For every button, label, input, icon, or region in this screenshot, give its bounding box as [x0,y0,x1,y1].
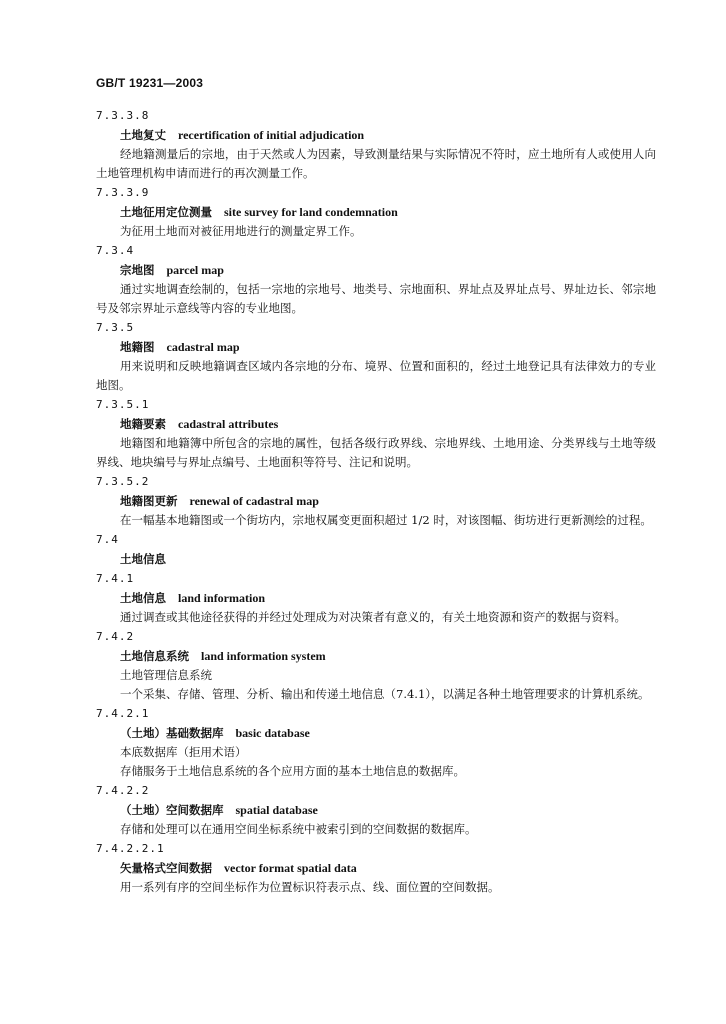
term-en: basic database [235,726,310,740]
term-zh: 土地信息系统 [120,649,189,663]
term-entry [96,106,656,183]
term-definition: 在一幅基本地籍图或一个街坊内，宗地权属变更面积超过 1/2 时，对该图幅、街坊进行更新测绘的过程。 [120,513,652,527]
term-en: recertification of initial adjudication [178,128,365,142]
term-definition: 通过实地调查绘制的，包括一宗地的宗地号、地类号、宗地面积、界址点及界址点号、界址边长、邻宗地号及邻宗界址示意线等内容的专业地图。 [96,282,656,315]
term-en: land information system [201,649,326,663]
term-en: cadastral attributes [178,417,279,431]
section-heading [120,549,656,569]
term-definition: 存储和处理可以在通用空间坐标系统中被索引到的空间数据的数据库。 [120,822,477,836]
term-synonym: 本底数据库（拒用术语） [120,745,247,759]
term-zh: 地籍图更新 [120,494,178,508]
term-zh: 土地信息 [120,552,166,566]
term-en: land information [178,591,266,605]
term-zh: 地籍要素 [120,417,166,431]
term-definition: 经地籍测量后的宗地，由于天然或人为因素，导致测量结果与实际情况不符时，应土地所有人或使用人向土地管理机构申请而进行的再次测量工作。 [96,147,656,180]
clause-number: 7.4 [96,533,119,546]
clause-number: 7.4.2.2.1 [96,842,165,855]
term-en: spatial database [235,803,318,817]
term-heading [120,858,656,878]
term-zh: 宗地图 [120,263,155,277]
clause-number: 7.3.5.2 [96,475,150,488]
term-zh: 土地信息 [120,591,166,605]
standard-header: GB/T 19231—2003 [96,76,204,90]
term-entry [96,318,656,395]
term-heading [120,588,656,608]
section-entry [96,530,656,569]
term-zh: 土地复丈 [120,128,166,142]
term-entry [96,569,656,627]
clause-number: 7.4.2.1 [96,707,150,720]
term-zh: 矢量格式空间数据 [120,861,212,875]
term-zh: （土地）基础数据库 [120,726,224,740]
term-definition: 地籍图和地籍簿中所包含的宗地的属性，包括各级行政界线、宗地界线、土地用途、分类界线与土地等级界线、地块编号与界址点编号、土地面积等符号、注记和说明。 [96,436,656,469]
term-zh: 地籍图 [120,340,155,354]
term-heading [120,723,656,743]
term-definition: 用一系列有序的空间坐标作为位置标识符表示点、线、面位置的空间数据。 [120,880,500,894]
clause-number: 7.3.5 [96,321,135,334]
term-zh: （土地）空间数据库 [120,803,224,817]
term-heading [120,414,656,434]
terms-section [96,106,656,897]
term-entry [96,241,656,318]
term-definition: 存储服务于土地信息系统的各个应用方面的基本土地信息的数据库。 [120,764,465,778]
term-heading [120,260,656,280]
term-entry [96,183,656,241]
term-definition: 通过调查或其他途径获得的并经过处理成为对决策者有意义的，有关土地资源和资产的数据与资料。 [120,610,626,624]
term-en: vector format spatial data [224,861,357,875]
clause-number: 7.3.5.1 [96,398,150,411]
term-heading [120,800,656,820]
term-en: cadastral map [166,340,240,354]
term-heading [120,202,656,222]
term-entry [96,839,656,897]
term-synonym: 土地管理信息系统 [120,668,212,682]
term-heading [120,491,656,511]
clause-number: 7.3.4 [96,244,135,257]
term-entry [96,704,656,781]
clause-number: 7.4.2 [96,630,135,643]
term-zh: 土地征用定位测量 [120,205,212,219]
term-en: parcel map [166,263,224,277]
term-heading [120,337,656,357]
term-entry [96,395,656,472]
term-definition: 用来说明和反映地籍调查区域内各宗地的分布、境界、位置和面积的，经过土地登记具有法律效力的专业地图。 [96,359,656,392]
term-heading [120,646,656,666]
clause-number: 7.4.1 [96,572,135,585]
clause-number: 7.3.3.8 [96,109,150,122]
term-en: renewal of cadastral map [189,494,319,508]
term-entry [96,472,656,530]
term-definition: 为征用土地而对被征用地进行的测量定界工作。 [120,224,362,238]
term-heading [120,125,656,145]
clause-number: 7.3.3.9 [96,186,150,199]
term-en: site survey for land condemnation [224,205,398,219]
term-entry [96,781,656,839]
clause-number: 7.4.2.2 [96,784,150,797]
term-entry [96,627,656,704]
term-definition: 一个采集、存储、管理、分析、输出和传递土地信息（7.4.1），以满足各种土地管理要求的计算机系统。 [120,687,650,701]
